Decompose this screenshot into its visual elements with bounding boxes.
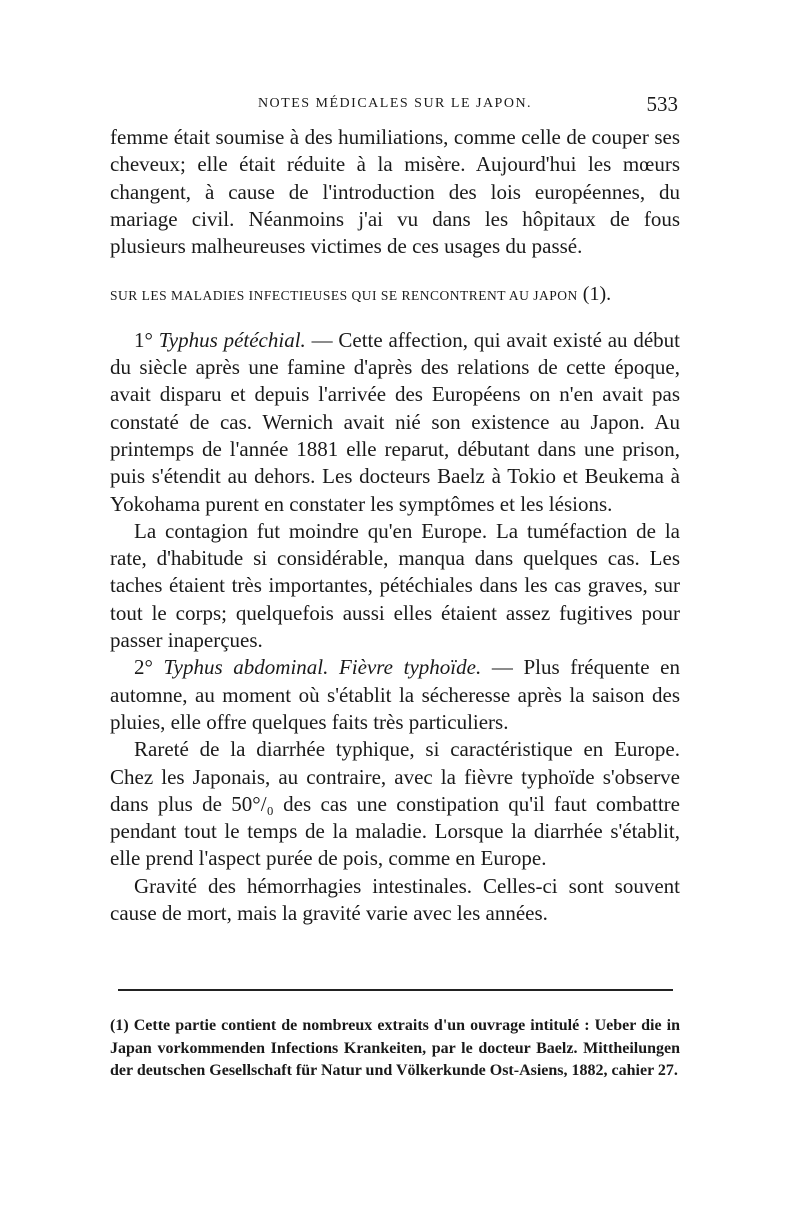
running-head: [110, 92, 680, 122]
paragraph-continuation: femme était soumise à des humiliations, comme celle de couper ses cheveux; elle était réduite à la misère. Aujourd'hui les mœurs changent, à cause de l'introduction des lois européennes, du mariage civil. Néanmoins j'ai vu dans les hôpitaux de fous plusieurs malheureuses victimes de ces usages du passé.: [110, 125, 680, 259]
footnote-text: (1) Cette partie contient de nombreux extraits d'un ouvrage intitulé : Ueber die in Japan vorkommenden Infections Krankeiten, par le docteur Baelz. Mittheilungen der deutschen Gesellschaft für Natur und Völkerkunde Ost-Asiens, 1882, cahier 27.: [110, 1017, 680, 1079]
footnote-divider: [118, 989, 673, 991]
paragraph-typhus-petechial: [110, 327, 680, 518]
paragraph-contagion: La contagion fut moindre qu'en Europe. La tuméfaction de la rate, d'habitude si considérable, manqua dans quelques cas. Les taches étaient très importantes, pétéchiales dans les cas graves, sur tout le corps; quelquefois aussi elles étaient assez fugitives pour passer inaperçues.: [110, 518, 680, 653]
paragraph-gravite: Gravité des hémorrhagies intestinales. Celles-ci sont souvent cause de mort, mais la gravité varie avec les années.: [110, 873, 680, 926]
paragraph-typhus-abdominal: [110, 654, 680, 736]
body-text: [110, 124, 680, 927]
item-title: Typhus abdominal. Fièvre typhoïde.: [163, 655, 482, 680]
section-heading: [110, 281, 680, 309]
section-heading-text: SUR LES MALADIES INFECTIEUSES QUI SE RENCONTRENT AU JAPON: [110, 288, 578, 304]
paragraph-text: — Cette affection, qui avait existé au début du siècle après une famine d'après des relations de cette époque, avait disparu et depuis l'arrivée des Européens on n'en avait pas constaté de cas. Wernich avait nié son existence au Japon. Au printemps de l'année 1881 elle reparut, débutant dans une prison, puis s'étendit au dehors. Les docteurs Baelz à Tokio et Beukema à Yokohama purent en constater les symptômes et les lésions.: [110, 327, 680, 516]
item-marker: 1°: [134, 327, 159, 352]
paragraph-text: — Plus fréquente en automne, au moment où s'établit la sécheresse après la saison des pluies, elle offre quelques faits très particuliers.: [110, 655, 681, 734]
running-title: NOTES MÉDICALES SUR LE JAPON.: [257, 96, 533, 111]
item-marker: 2°: [134, 655, 164, 680]
item-title: Typhus pétéchial.: [158, 327, 306, 352]
page-number: 533: [646, 92, 678, 116]
paragraph-rarete: Rareté de la diarrhée typhique, si caractéristique en Europe. Chez les Japonais, au contraire, avec la fièvre typhoïde s'observe dans plus de 50°/₀ des cas une constipation qu'il faut combattre pendant tout le temps de la maladie. Lorsque la diarrhée s'établit, elle prend l'aspect purée de pois, comme en Europe.: [110, 737, 680, 871]
footnote: [110, 1015, 680, 1083]
footnote-reference: (1).: [577, 283, 612, 306]
